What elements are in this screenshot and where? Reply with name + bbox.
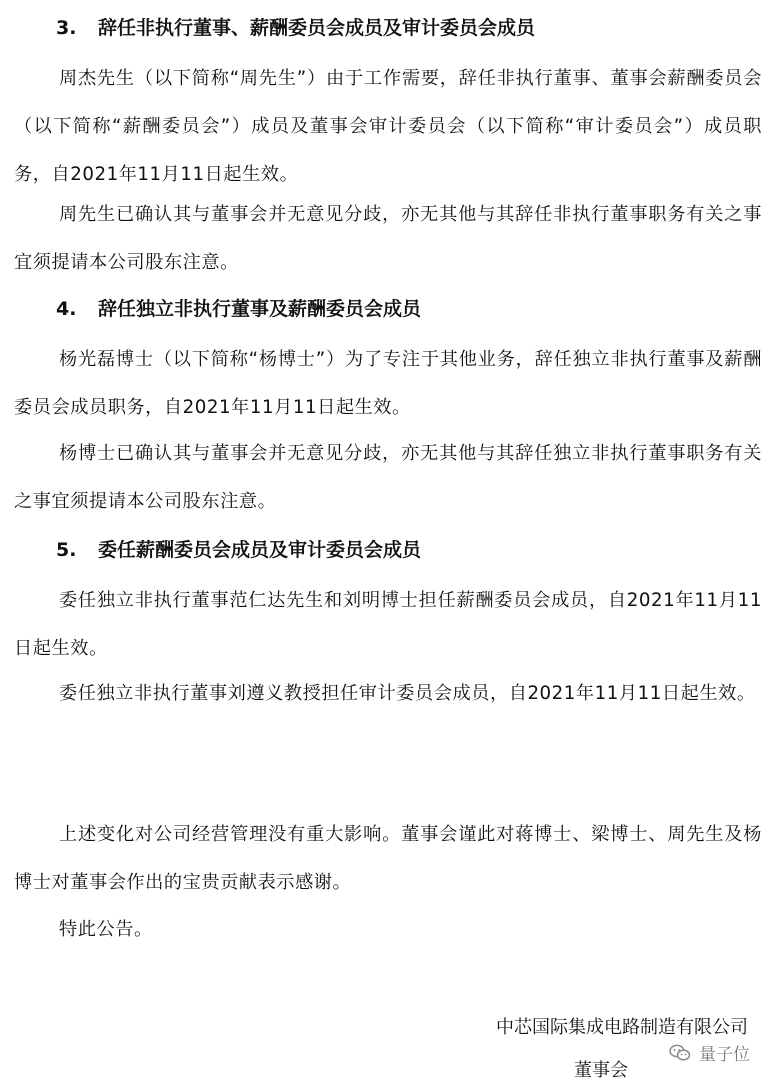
company-name: 中芯国际集成电路制造有限公司	[496, 1017, 748, 1038]
section-4-paragraph-1: 杨光磊博士（以下简称“杨博士”）为了专注于其他业务，辞任独立非执行董事及薪酬委员会成员职务，自2021年11月11日起生效。	[14, 349, 762, 418]
section-3-paragraph-1: 周杰先生（以下简称“周先生”）由于工作需要，辞任非执行董事、董事会薪酬委员会（以下简称“薪酬委员会”）成员及董事会审计委员会（以下简称“审计委员会”）成员职务，自2021年11月11日起生效。	[14, 68, 762, 185]
section-5-heading	[56, 538, 421, 562]
watermark	[669, 1040, 750, 1065]
section-title: 辞任非执行董事、薪酬委员会成员及审计委员会成员	[98, 17, 536, 39]
board-signature: 董事会	[574, 1060, 628, 1081]
section-3-heading	[56, 16, 535, 40]
section-4-paragraph-2: 杨博士已确认其与董事会并无意见分歧，亦无其他与其辞任独立非执行董事职务有关之事宜须提请本公司股东注意。	[14, 443, 762, 512]
section-number: 5.	[56, 539, 77, 561]
watermark-text: 量子位	[699, 1045, 750, 1065]
section-number: 4.	[56, 298, 77, 320]
section-title: 委任薪酬委员会成员及审计委员会成员	[98, 539, 422, 561]
closing-notice: 特此公告。	[59, 919, 153, 940]
section-number: 3.	[56, 17, 77, 39]
section-5-paragraph-2: 委任独立非执行董事刘遵义教授担任审计委员会成员，自2021年11月11日起生效。	[59, 683, 756, 704]
closing-paragraph: 上述变化对公司经营管理没有重大影响。董事会谨此对蒋博士、梁博士、周先生及杨博士对董事会作出的宝贵贡献表示感谢。	[14, 824, 762, 893]
section-3-paragraph-2: 周先生已确认其与董事会并无意见分歧，亦无其他与其辞任非执行董事职务有关之事宜须提请本公司股东注意。	[14, 204, 762, 273]
section-5-paragraph-1: 委任独立非执行董事范仁达先生和刘明博士担任薪酬委员会成员，自2021年11月11日起生效。	[14, 590, 762, 659]
wechat-icon	[669, 1044, 691, 1062]
section-4-heading	[56, 297, 421, 321]
section-title: 辞任独立非执行董事及薪酬委员会成员	[98, 298, 422, 320]
